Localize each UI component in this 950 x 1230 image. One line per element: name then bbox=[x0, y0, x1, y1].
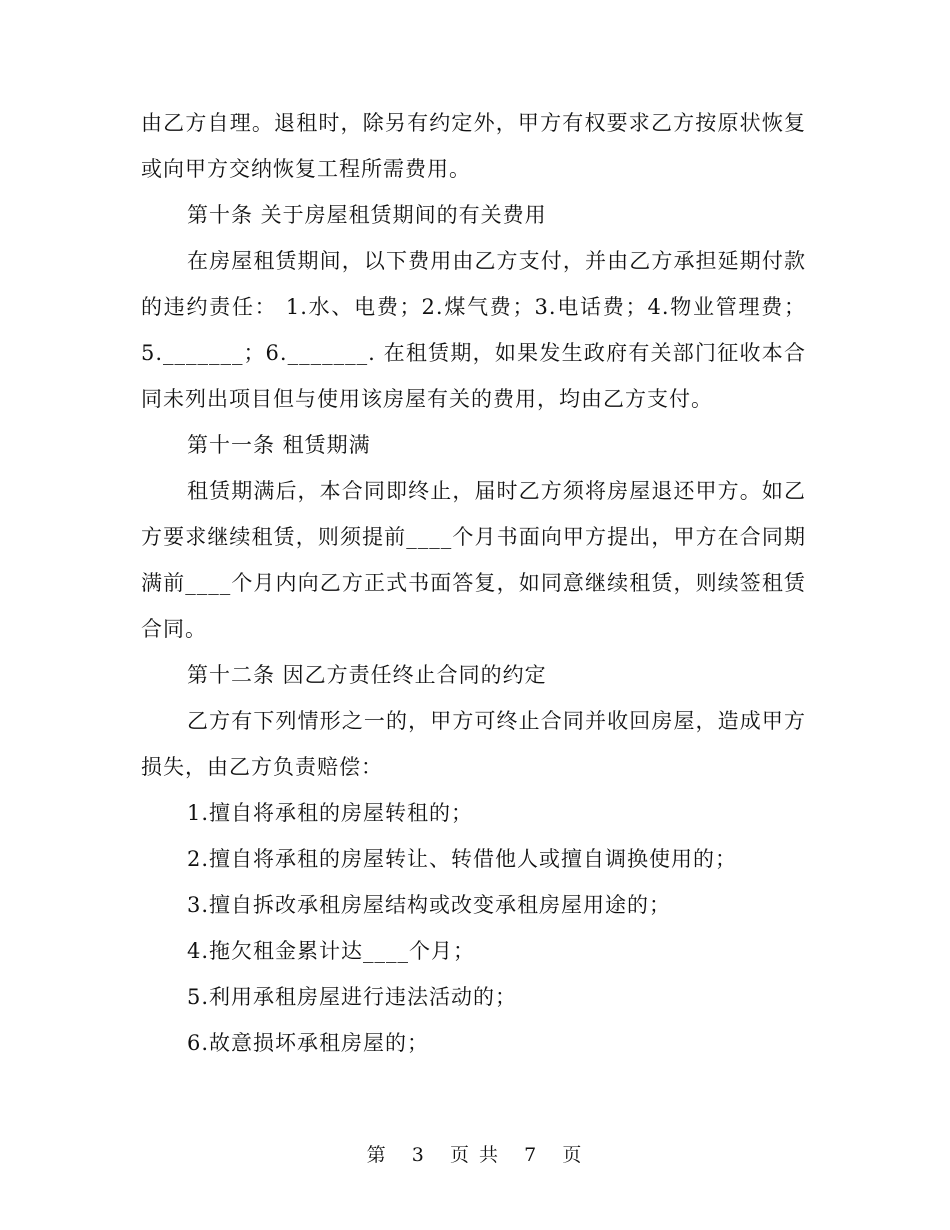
total-page-count: 7 bbox=[524, 1144, 539, 1166]
footer-middle: 页 共 bbox=[449, 1144, 501, 1166]
list-item: 2.擅自将承租的房屋转让、转借他人或擅自调换使用的； bbox=[187, 847, 738, 871]
list-item: 1.擅自将承租的房屋转租的； bbox=[187, 801, 474, 825]
page-footer bbox=[0, 1140, 950, 1167]
article-12-heading: 第十二条 因乙方责任终止合同的约定 bbox=[187, 663, 547, 687]
footer-suffix: 页 bbox=[562, 1144, 584, 1166]
article-10-heading: 第十条 关于房屋租赁期间的有关费用 bbox=[187, 203, 547, 227]
list-item: 3.擅自拆改承租房屋结构或改变承租房屋用途的； bbox=[187, 893, 672, 917]
list-item: 6.故意损坏承租房屋的； bbox=[187, 1031, 430, 1055]
paragraph-termination: 乙方有下列情形之一的，甲方可终止合同并收回房屋，造成甲方损失，由乙方负责赔偿： bbox=[141, 709, 806, 779]
document-body bbox=[141, 100, 806, 1066]
list-item: 5.利用承租房屋进行违法活动的； bbox=[187, 985, 518, 1009]
paragraph-restoration-cost: 由乙方自理。退租时，除另有约定外，甲方有权要求乙方按原状恢复或向甲方交纳恢复工程所需费用。 bbox=[141, 111, 806, 181]
list-item: 4.拖欠租金累计达____个月； bbox=[187, 939, 476, 963]
paragraph-lease-expiry: 租赁期满后，本合同即终止，届时乙方须将房屋退还甲方。如乙方要求继续租赁，则须提前____个月书面向甲方提出，甲方在合同期满前____个月内向乙方正式书面答复，如同意继续租赁，则续签租赁合同。 bbox=[141, 479, 806, 641]
article-11-heading: 第十一条 租赁期满 bbox=[187, 433, 371, 457]
footer-prefix: 第 bbox=[366, 1144, 388, 1166]
paragraph-fees: 在房屋租赁期间，以下费用由乙方支付，并由乙方承担延期付款的违约责任： 1.水、电费；2.煤气费；3.电话费；4.物业管理费；5._______；6._______. 在租赁期，如果发生政府有关部门征收本合同未列出项目但与使用该房屋有关的费用，均由乙方支付。 bbox=[141, 249, 806, 411]
current-page-number: 3 bbox=[411, 1144, 426, 1166]
